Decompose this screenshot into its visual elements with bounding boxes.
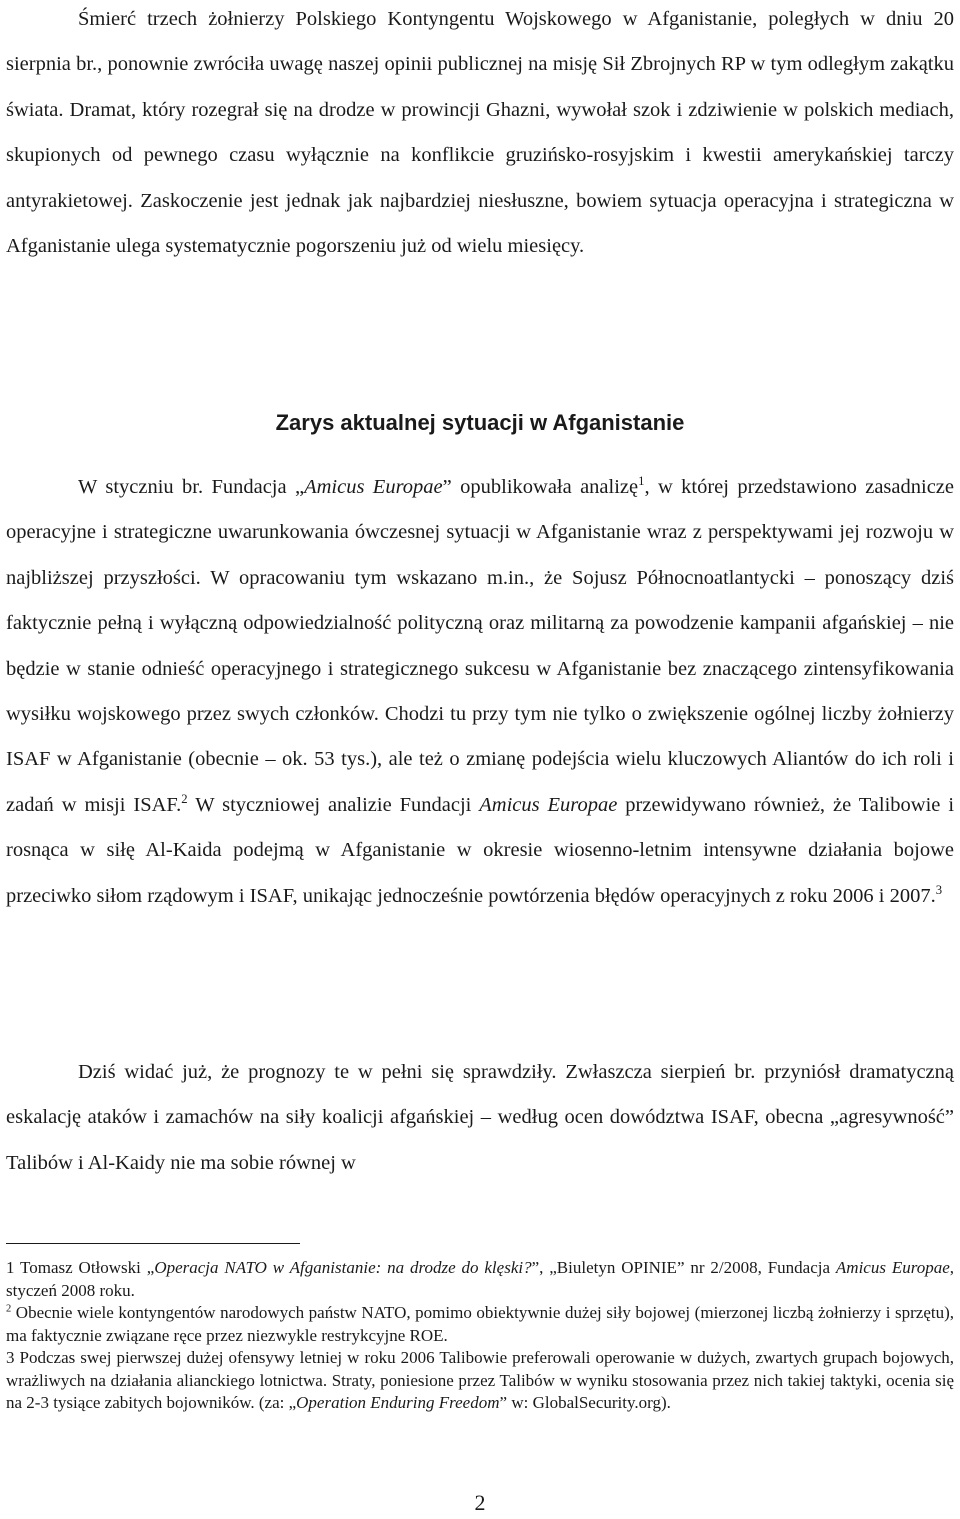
text-run: , w której przedstawiono zasadnicze operacyjne i strategiczne uwarunkowania ówczesnej sytuacji w Afganistanie wraz z perspektywami jej rozwoju w najbliższej przyszłości. W opracowaniu tym wskazano m.in., że Sojusz Północnoatlantycki – ponoszący dziś faktycznie pełną i wyłączną odpowiedzialność polityczną oraz militarną za powodzenie kampanii afgańskiej – nie będzie w stanie odnieść operacyjnego i strategicznego sukcesu w Afganistanie bez znaczącego zintensyfikowania wysiłku wojskowego przez swych członków. Chodzi tu przy tym nie tylko o zwiększenie ogólnej liczby żołnierzy ISAF w Afganistanie (obecnie – ok. 53 tys.), ale też o zmianę podejścia wielu kluczowych Aliantów do ich roli i zadań w misji ISAF.	[6, 476, 955, 816]
section-heading: Zarys aktualnej sytuacji w Afganistanie	[275, 410, 685, 435]
text-run: Obecnie wiele kontyngentów narodowych państw NATO, pomimo obiektywnie dużej siły bojowej (mierzonej liczbą żołnierzy i sprzętu), ma faktycznie związane ręce przez niezwykle restrykcyjne ROE.	[6, 1303, 954, 1345]
quote-open: „	[288, 1393, 297, 1412]
paragraph-current-text: Dziś widać już, że prognozy te w pełni się sprawdziły. Zwłaszcza sierpień br. przyniósł dramatyczną eskalację ataków i zamachów na siły koalicji afgańskiej – według ocen dowództwa ISAF, obecna „agresywność” Talibów i Al-Kaidy nie ma sobie równej w	[6, 1061, 954, 1174]
footnote-ref-3[interactable]: 3	[935, 882, 943, 897]
quote-close: ”	[531, 1258, 540, 1277]
footnotes	[6, 1257, 954, 1415]
text-run: W styczniowej analizie Fundacji	[187, 793, 480, 816]
text-run: , styczeń 2008 roku.	[6, 1258, 954, 1300]
cited-title: Operacja NATO w Afganistanie: na drodze do klęski?	[154, 1258, 532, 1277]
footnote-separator	[6, 1243, 300, 1244]
quote-open: „	[294, 476, 305, 498]
cited-title: Operation Enduring Freedom	[296, 1393, 500, 1412]
footnote-number: 2	[6, 1303, 12, 1315]
paragraph-intro	[6, 0, 954, 269]
quote-close: ”	[499, 1393, 508, 1412]
text-run: Podczas swej pierwszej dużej ofensywy letniej w roku 2006 Talibowie preferowali operowanie w dużych, zwartych grupach bojowych, wrażliwych na działania alianckiego lotnictwa. Straty, poniesione przez Talibów w wyniku stosowania przez nich takiej taktyki, ocenia się na 2-3 tysiące zabitych bojowników. (za:	[6, 1348, 954, 1412]
paragraph-current	[6, 1050, 954, 1186]
foundation-name: Amicus Europae	[304, 476, 443, 498]
footnote-ref-2[interactable]: 2	[181, 792, 188, 807]
text-run: Tomasz Otłowski	[14, 1258, 147, 1277]
footnote-3	[6, 1347, 954, 1415]
text-run: przewidywano również, że Talibowie i rosnąca w siłę Al-Kaida podejmą w Afganistanie w okresie wiosenno-letnim intensywne działania bojowe przeciwko siłom rządowym i ISAF, unikając jednocześnie powtórzenia błędów operacyjnych z roku 2006 i 2007.	[6, 793, 955, 907]
quote-close: ”	[442, 476, 452, 498]
footnote-number: 3	[6, 1348, 15, 1367]
footnote-ref-1[interactable]: 1	[638, 474, 645, 489]
footnote-1	[6, 1257, 954, 1302]
foundation-name: Amicus Europae	[835, 1258, 950, 1277]
text-run: W styczniu br. Fundacja	[78, 476, 295, 498]
text-run: opublikowała analizę	[451, 476, 639, 498]
text-run: , „Biuletyn OPINIE” nr 2/2008, Fundacja	[539, 1258, 836, 1277]
quote-open: „	[146, 1258, 155, 1277]
paragraph-intro-text: Śmierć trzech żołnierzy Polskiego Kontyngentu Wojskowego w Afganistanie, poległych w dniu 20 sierpnia br., ponownie zwróciła uwagę naszej opinii publicznej na misję Sił Zbrojnych RP w tym odległym zakątku świata. Dramat, który rozegrał się na drodze w prowincji Ghazni, wywołał szok i zdziwienie w polskich mediach, skupionych od pewnego czasu wyłącznie na konflikcie gruzińsko-rosyjskim i kwestii amerykańskiej tarczy antyrakietowej. Zaskoczenie jest jednak jak najbardziej niesłuszne, bowiem sytuacja operacyjna i strategiczna w Afganistanie ulega systematycznie pogorszeniu już od wielu miesięcy.	[6, 8, 954, 258]
page-number: 2	[474, 1490, 486, 1515]
footnote-number: 1	[6, 1258, 15, 1277]
footnote-2	[6, 1302, 954, 1347]
document-page	[6, 0, 954, 1519]
text-run: w: GlobalSecurity.org).	[507, 1393, 671, 1412]
foundation-name: Amicus Europae	[479, 793, 618, 816]
paragraph-analysis	[6, 465, 954, 919]
